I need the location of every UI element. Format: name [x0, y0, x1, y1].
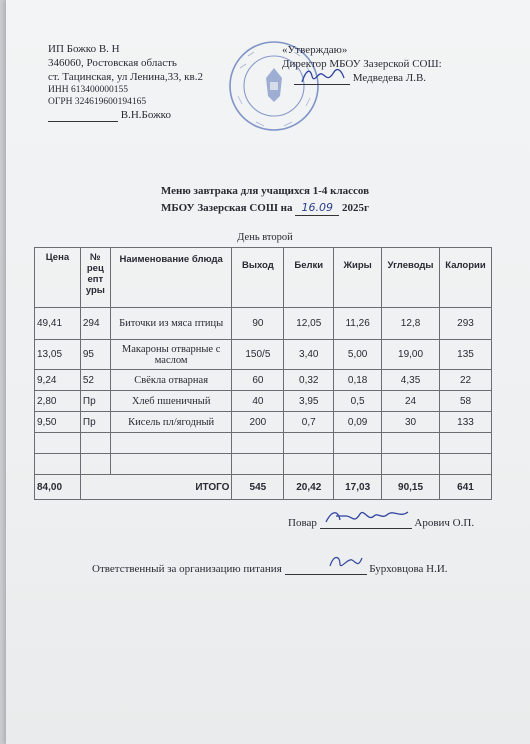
cell-recipe: 294: [80, 308, 110, 340]
cell-carbs: 19,00: [382, 340, 440, 370]
cell-dish-name: Свёкла отварная: [110, 370, 232, 391]
col-output: Выход: [232, 248, 284, 308]
total-label: ИТОГО: [80, 475, 232, 500]
cell-protein: 0,7: [284, 412, 334, 433]
cell-carbs: 4,35: [382, 370, 440, 391]
menu-table: [34, 247, 492, 500]
cell-price: 49,41: [35, 308, 81, 340]
table-header-row: [35, 248, 492, 308]
menu-year: 2025г: [342, 202, 369, 214]
col-kcal: Калории: [440, 248, 492, 308]
total-protein: 20,42: [284, 475, 334, 500]
responsible-signature: [326, 552, 366, 572]
cell-fat: 0,18: [334, 370, 382, 391]
cell-dish-name: Хлеб пшеничный: [110, 391, 232, 412]
total-fat: 17,03: [334, 475, 382, 500]
cell-output: 60: [232, 370, 284, 391]
cell-fat: 0,09: [334, 412, 382, 433]
cell-fat: 5,00: [334, 340, 382, 370]
entrepreneur-inn: ИНН 613400000155: [48, 85, 128, 95]
table-row-empty: [35, 454, 492, 475]
col-price: Цена: [35, 248, 81, 308]
entrepreneur-region: 346060, Ростовская область: [48, 57, 177, 69]
total-output: 545: [232, 475, 284, 500]
director-signature: [298, 64, 348, 88]
cell-kcal: 22: [440, 370, 492, 391]
entrepreneur-signature-line: [48, 108, 203, 122]
cell-recipe: Пр: [80, 412, 110, 433]
cell-dish-name: Биточки из мяса птицы: [110, 308, 232, 340]
cell-recipe: Пр: [80, 391, 110, 412]
cell-dish-name: Макароны отварные с маслом: [110, 340, 232, 370]
table-row: [35, 412, 492, 433]
cell-kcal: 135: [440, 340, 492, 370]
approval-position: Директор МБОУ Зазерской СОШ:: [282, 58, 442, 70]
total-kcal: 641: [440, 475, 492, 500]
cell-output: 40: [232, 391, 284, 412]
school-name: МБОУ Зазерская СОШ на: [161, 202, 293, 214]
entrepreneur-name: ИП Божко В. Н: [48, 43, 120, 55]
approval-name: Медведева Л.В.: [352, 72, 427, 84]
cell-carbs: 12,8: [382, 308, 440, 340]
total-price: 84,00: [35, 475, 81, 500]
cell-price: 13,05: [35, 340, 81, 370]
cell-output: 200: [232, 412, 284, 433]
table-row-empty: [35, 433, 492, 454]
col-dish-name: Наименование блюда: [110, 248, 232, 308]
cell-protein: 3,40: [284, 340, 334, 370]
cell-carbs: 30: [382, 412, 440, 433]
col-protein: Белки: [284, 248, 334, 308]
cook-label: Повар: [288, 517, 317, 529]
cell-kcal: 293: [440, 308, 492, 340]
col-recipe: № рец епт уры: [80, 248, 110, 308]
menu-day: День второй: [237, 232, 293, 243]
cook-signature: [322, 506, 412, 528]
cell-dish-name: Кисель пл/ягодный: [110, 412, 232, 433]
menu-title: Меню завтрака для учащихся 1-4 классов: [160, 185, 370, 197]
cell-carbs: 24: [382, 391, 440, 412]
entrepreneur-signature-name: В.Н.Божко: [120, 109, 171, 121]
entrepreneur-ogrn: ОГРН 324619600194165: [48, 97, 147, 107]
cell-kcal: 58: [440, 391, 492, 412]
cell-fat: 0,5: [334, 391, 382, 412]
table-row: [35, 391, 492, 412]
entrepreneur-address: ст. Тацинская, ул Ленина,33, кв.2: [48, 71, 203, 83]
cell-price: 9,24: [35, 370, 81, 391]
entrepreneur-block: [48, 42, 203, 122]
table-row: [35, 308, 492, 340]
table-row: [35, 340, 492, 370]
responsible-label: Ответственный за организацию питания: [92, 563, 282, 575]
table-total-row: [35, 475, 492, 500]
cell-protein: 0,32: [284, 370, 334, 391]
col-fat: Жиры: [334, 248, 382, 308]
total-carbs: 90,15: [382, 475, 440, 500]
responsible-signature-line: [92, 562, 448, 575]
cell-protein: 12,05: [284, 308, 334, 340]
cell-kcal: 133: [440, 412, 492, 433]
col-carbs: Углеводы: [382, 248, 440, 308]
cell-recipe: 52: [80, 370, 110, 391]
responsible-name: Бурховцова Н.И.: [369, 563, 448, 575]
menu-subtitle: [0, 200, 530, 216]
cell-output: 150/5: [232, 340, 284, 370]
cell-protein: 3,95: [284, 391, 334, 412]
cook-name: Арович О.П.: [414, 517, 475, 529]
approval-heading: «Утверждаю»: [282, 44, 348, 56]
cell-price: 2,80: [35, 391, 81, 412]
cell-recipe: 95: [80, 340, 110, 370]
cell-output: 90: [232, 308, 284, 340]
table-row: [35, 370, 492, 391]
cell-price: 9,50: [35, 412, 81, 433]
cell-fat: 11,26: [334, 308, 382, 340]
menu-date: 16.09: [295, 200, 339, 216]
